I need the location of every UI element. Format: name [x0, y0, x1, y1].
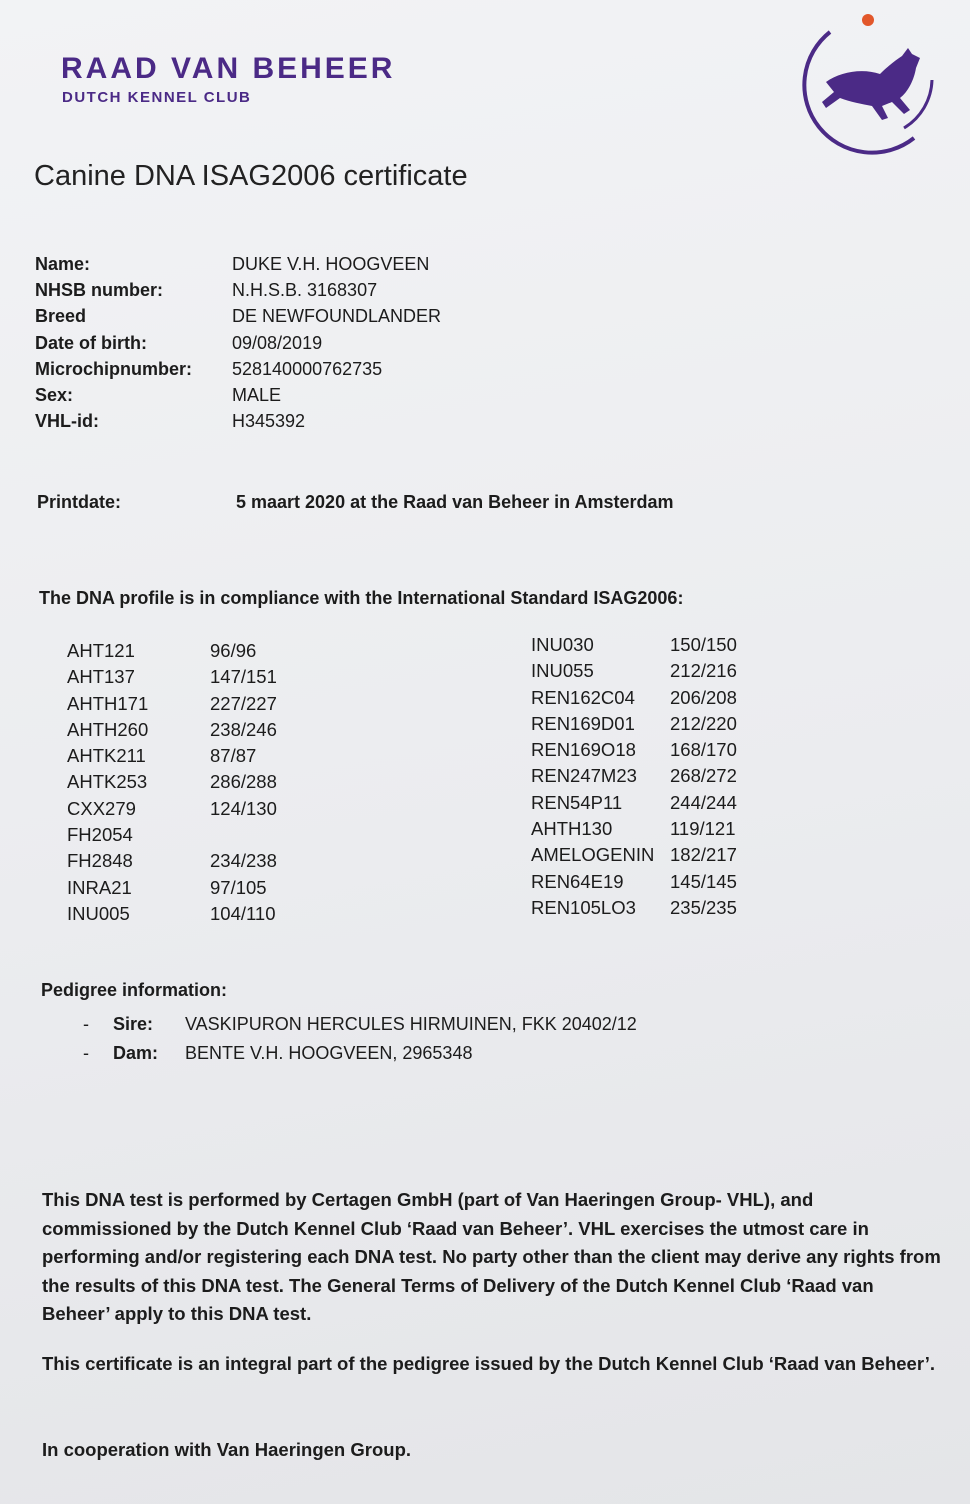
- dna-marker-value: 234/238: [210, 850, 277, 872]
- dna-marker-value: 227/227: [210, 692, 277, 714]
- pedigree-heading: Pedigree information:: [41, 980, 228, 1000]
- info-value: H345392: [232, 411, 306, 432]
- list-dash: -: [83, 1014, 89, 1034]
- info-label: VHL-id:: [35, 411, 99, 432]
- dna-marker-row: [67, 719, 277, 745]
- dna-marker-list-left: [67, 640, 277, 929]
- info-row-birth: [35, 333, 441, 359]
- info-value: DUKE V.H. HOOGVEEN: [232, 254, 430, 274]
- dna-marker-name: AHTH260: [67, 718, 149, 740]
- dna-marker-value: 238/246: [210, 718, 277, 740]
- dna-marker-name: INU005: [67, 902, 130, 924]
- list-dash: -: [83, 1043, 89, 1063]
- dna-marker-name: FH2054: [67, 824, 133, 846]
- dna-marker-name: REN105LO3: [531, 896, 636, 918]
- printdate-label: Printdate:: [37, 492, 122, 512]
- info-label: Name:: [35, 254, 91, 274]
- dna-marker-row: [531, 765, 737, 791]
- dna-marker-row: [67, 693, 277, 719]
- printdate-value: 5 maart 2020 at the Raad van Beheer in Amsterdam: [236, 492, 674, 512]
- dna-marker-row: [67, 666, 277, 692]
- info-label: Breed: [35, 306, 87, 327]
- dna-marker-name: AHT137: [67, 666, 135, 688]
- dna-marker-value: 119/121: [670, 818, 736, 840]
- dna-marker-value: 206/208: [670, 686, 737, 708]
- info-value: 09/08/2019: [232, 332, 323, 353]
- printdate-row: [37, 492, 674, 513]
- dna-marker-name: REN247M23: [531, 765, 637, 787]
- dna-marker-name: REN64E19: [531, 870, 624, 892]
- dna-marker-value: 150/150: [670, 634, 737, 655]
- dna-marker-row: [67, 640, 277, 666]
- dna-marker-row: [531, 844, 737, 870]
- dna-marker-row: [67, 877, 277, 903]
- org-subtitle: DUTCH KENNEL CLUB: [62, 89, 252, 106]
- dog-leaping-logo-icon: [796, 10, 946, 160]
- info-value: DE NEWFOUNDLANDER: [232, 306, 442, 327]
- info-value: N.H.S.B. 3168307: [232, 280, 378, 301]
- dna-marker-value: 235/235: [670, 896, 737, 918]
- dna-marker-name: REN169O18: [531, 739, 636, 761]
- pedigree-label: Dam:: [113, 1043, 159, 1063]
- dna-marker-name: AHTH171: [67, 692, 149, 714]
- dna-marker-value: 104/110: [210, 902, 276, 924]
- dna-marker-value: 97/105: [210, 876, 267, 898]
- dna-marker-name: REN162C04: [531, 686, 635, 708]
- dna-marker-name: AHTK211: [67, 745, 146, 767]
- dna-marker-value: 147/151: [210, 666, 277, 688]
- dna-marker-name: REN169D01: [531, 712, 635, 734]
- info-value: 528140000762735: [232, 358, 383, 379]
- dna-marker-name: CXX279: [67, 797, 136, 819]
- info-row-sex: [35, 385, 441, 411]
- dna-marker-row: [531, 739, 737, 765]
- dna-marker-row: [531, 818, 737, 844]
- dna-marker-name: AHT121: [67, 640, 135, 661]
- dna-marker-value: 96/96: [210, 640, 257, 661]
- dna-marker-row: [531, 713, 737, 739]
- dna-marker-name: REN54P11: [531, 791, 623, 813]
- dna-marker-value: 244/244: [670, 791, 737, 813]
- info-row-breed: [35, 306, 441, 332]
- pedigree-value: VASKIPURON HERCULES HIRMUINEN, FKK 20402/12: [185, 1014, 637, 1034]
- dna-marker-name: AHTH130: [531, 818, 613, 840]
- dna-marker-name: INRA21: [67, 876, 132, 898]
- dna-marker-name: FH2848: [67, 850, 133, 872]
- info-row-vhl-id: [35, 411, 441, 437]
- info-label: Date of birth:: [35, 332, 147, 353]
- pedigree-sire-row: [83, 1014, 637, 1043]
- dna-marker-row: [531, 897, 737, 923]
- dna-profile-heading: The DNA profile is in compliance with the International Standard ISAG2006:: [39, 588, 684, 608]
- info-label: NHSB number:: [35, 280, 164, 301]
- dna-marker-value: 87/87: [210, 745, 257, 767]
- pedigree-dam-row: [83, 1043, 637, 1072]
- dna-marker-list-right: [531, 634, 737, 923]
- info-row-name: [35, 254, 441, 280]
- pedigree-list: [83, 1014, 637, 1072]
- disclaimer-paragraph: This DNA test is performed by Certagen GmbH (part of Van Haeringen Group- VHL), and commissioned by the Dutch Kennel Club ‘Raad van Beheer’. VHL exercises the utmost care in performing and/or registering each DNA test. No party other than the client may derive any rights from the results of this DNA test. The General Terms of Delivery of the Dutch Kennel Club ‘Raad van Beheer’ apply to this DNA test.: [42, 1189, 941, 1324]
- dna-marker-value: 286/288: [210, 771, 277, 793]
- dna-marker-value: 124/130: [210, 797, 277, 819]
- dna-marker-value: 182/217: [670, 844, 737, 866]
- info-label: Sex:: [35, 384, 74, 405]
- dog-info-section: [35, 254, 441, 437]
- dna-marker-name: INU055: [531, 660, 594, 682]
- dna-marker-row: [531, 634, 737, 660]
- dna-marker-row: [67, 850, 277, 876]
- dna-marker-name: AMELOGENIN: [531, 844, 655, 866]
- dna-marker-row: [67, 771, 277, 797]
- info-row-nhsb: [35, 280, 441, 306]
- dna-marker-row: [531, 792, 737, 818]
- dna-marker-row: [531, 687, 737, 713]
- dna-marker-value: 168/170: [670, 739, 737, 761]
- dna-marker-row: [67, 903, 277, 929]
- dna-marker-name: INU030: [531, 634, 594, 655]
- cooperation-paragraph: In cooperation with Van Haeringen Group.: [42, 1439, 412, 1460]
- dna-marker-row: [531, 871, 737, 897]
- dna-marker-row: [67, 798, 277, 824]
- dna-marker-value: 268/272: [670, 765, 737, 787]
- dna-marker-row: [67, 824, 277, 850]
- org-name: RAAD VAN BEHEER: [61, 52, 396, 85]
- info-value: MALE: [232, 384, 282, 405]
- dna-marker-value: 212/216: [670, 660, 737, 682]
- pedigree-note-paragraph: This certificate is an integral part of the pedigree issued by the Dutch Kennel Club ‘Raad van Beheer’.: [42, 1353, 936, 1374]
- info-row-microchip: [35, 359, 441, 385]
- dna-marker-name: AHTK253: [67, 771, 148, 793]
- dna-marker-row: [67, 745, 277, 771]
- dna-marker-row: [531, 660, 737, 686]
- page-title: Canine DNA ISAG2006 certificate: [34, 160, 468, 192]
- dna-marker-value: 145/145: [670, 870, 737, 892]
- dna-marker-value: 212/220: [670, 712, 737, 734]
- info-label: Microchipnumber:: [35, 358, 193, 379]
- pedigree-value: BENTE V.H. HOOGVEEN, 2965348: [185, 1043, 473, 1063]
- pedigree-label: Sire:: [113, 1014, 154, 1034]
